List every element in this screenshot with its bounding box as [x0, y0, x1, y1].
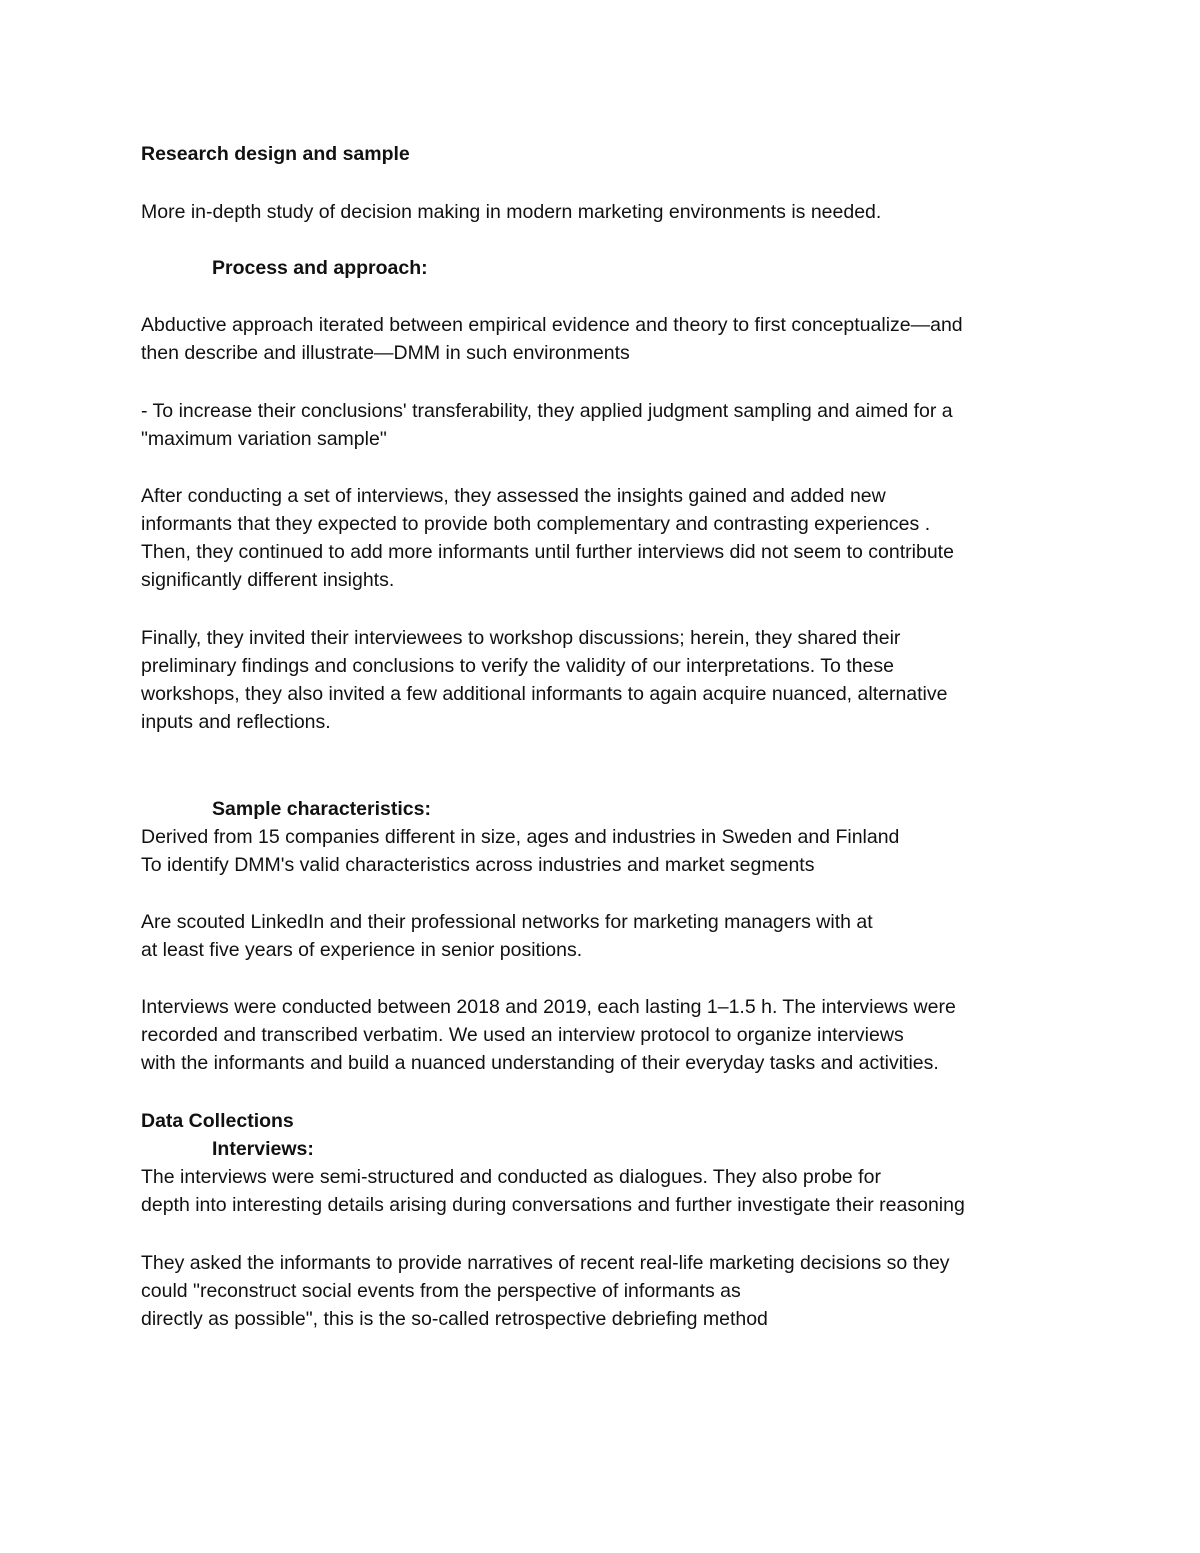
paragraph-line: directly as possible", this is the so-called retrospective debriefing method — [141, 1308, 768, 1330]
paragraph-line: Abductive approach iterated between empirical evidence and theory to first conceptualize—and — [141, 314, 963, 336]
paragraph-line: After conducting a set of interviews, they assessed the insights gained and added new — [141, 485, 886, 507]
paragraph-line: recorded and transcribed verbatim. We used an interview protocol to organize interviews — [141, 1024, 904, 1046]
paragraph-line: informants that they expected to provide both complementary and contrasting experiences . — [141, 513, 931, 535]
paragraph-line: significantly different insights. — [141, 569, 395, 591]
paragraph-line: "maximum variation sample" — [141, 428, 387, 450]
paragraph-line: depth into interesting details arising during conversations and further investigate their reasoning — [141, 1194, 965, 1216]
paragraph-line: could "reconstruct social events from the perspective of informants as — [141, 1280, 741, 1302]
paragraph-line: To identify DMM's valid characteristics across industries and market segments — [141, 854, 815, 876]
paragraph-line: Finally, they invited their interviewees to workshop discussions; herein, they shared their — [141, 627, 901, 649]
heading-process-approach: Process and approach: — [212, 257, 428, 279]
paragraph-line: workshops, they also invited a few additional informants to again acquire nuanced, alternative — [141, 683, 948, 705]
heading-data-collections: Data Collections — [141, 1110, 294, 1132]
paragraph-line: They asked the informants to provide narratives of recent real-life marketing decisions so they — [141, 1252, 950, 1274]
paragraph-line: Then, they continued to add more informants until further interviews did not seem to contribute — [141, 541, 954, 563]
paragraph-line: with the informants and build a nuanced understanding of their everyday tasks and activities. — [141, 1052, 939, 1074]
heading-sample-characteristics: Sample characteristics: — [212, 798, 431, 820]
heading-research-design: Research design and sample — [141, 143, 410, 165]
paragraph-intro: More in-depth study of decision making in modern marketing environments is needed. — [141, 201, 882, 223]
heading-interviews: Interviews: — [212, 1138, 314, 1160]
paragraph-line: at least five years of experience in senior positions. — [141, 939, 583, 961]
paragraph-line: Are scouted LinkedIn and their professional networks for marketing managers with at — [141, 911, 873, 933]
paragraph-line: preliminary findings and conclusions to verify the validity of our interpretations. To these — [141, 655, 894, 677]
paragraph-line: inputs and reflections. — [141, 711, 331, 733]
paragraph-line: then describe and illustrate—DMM in such environments — [141, 342, 630, 364]
paragraph-line: Derived from 15 companies different in size, ages and industries in Sweden and Finland — [141, 826, 900, 848]
paragraph-line: The interviews were semi-structured and conducted as dialogues. They also probe for — [141, 1166, 881, 1188]
paragraph-line: Interviews were conducted between 2018 and 2019, each lasting 1–1.5 h. The interviews were — [141, 996, 956, 1018]
paragraph-line: - To increase their conclusions' transferability, they applied judgment sampling and aimed for a — [141, 400, 953, 422]
